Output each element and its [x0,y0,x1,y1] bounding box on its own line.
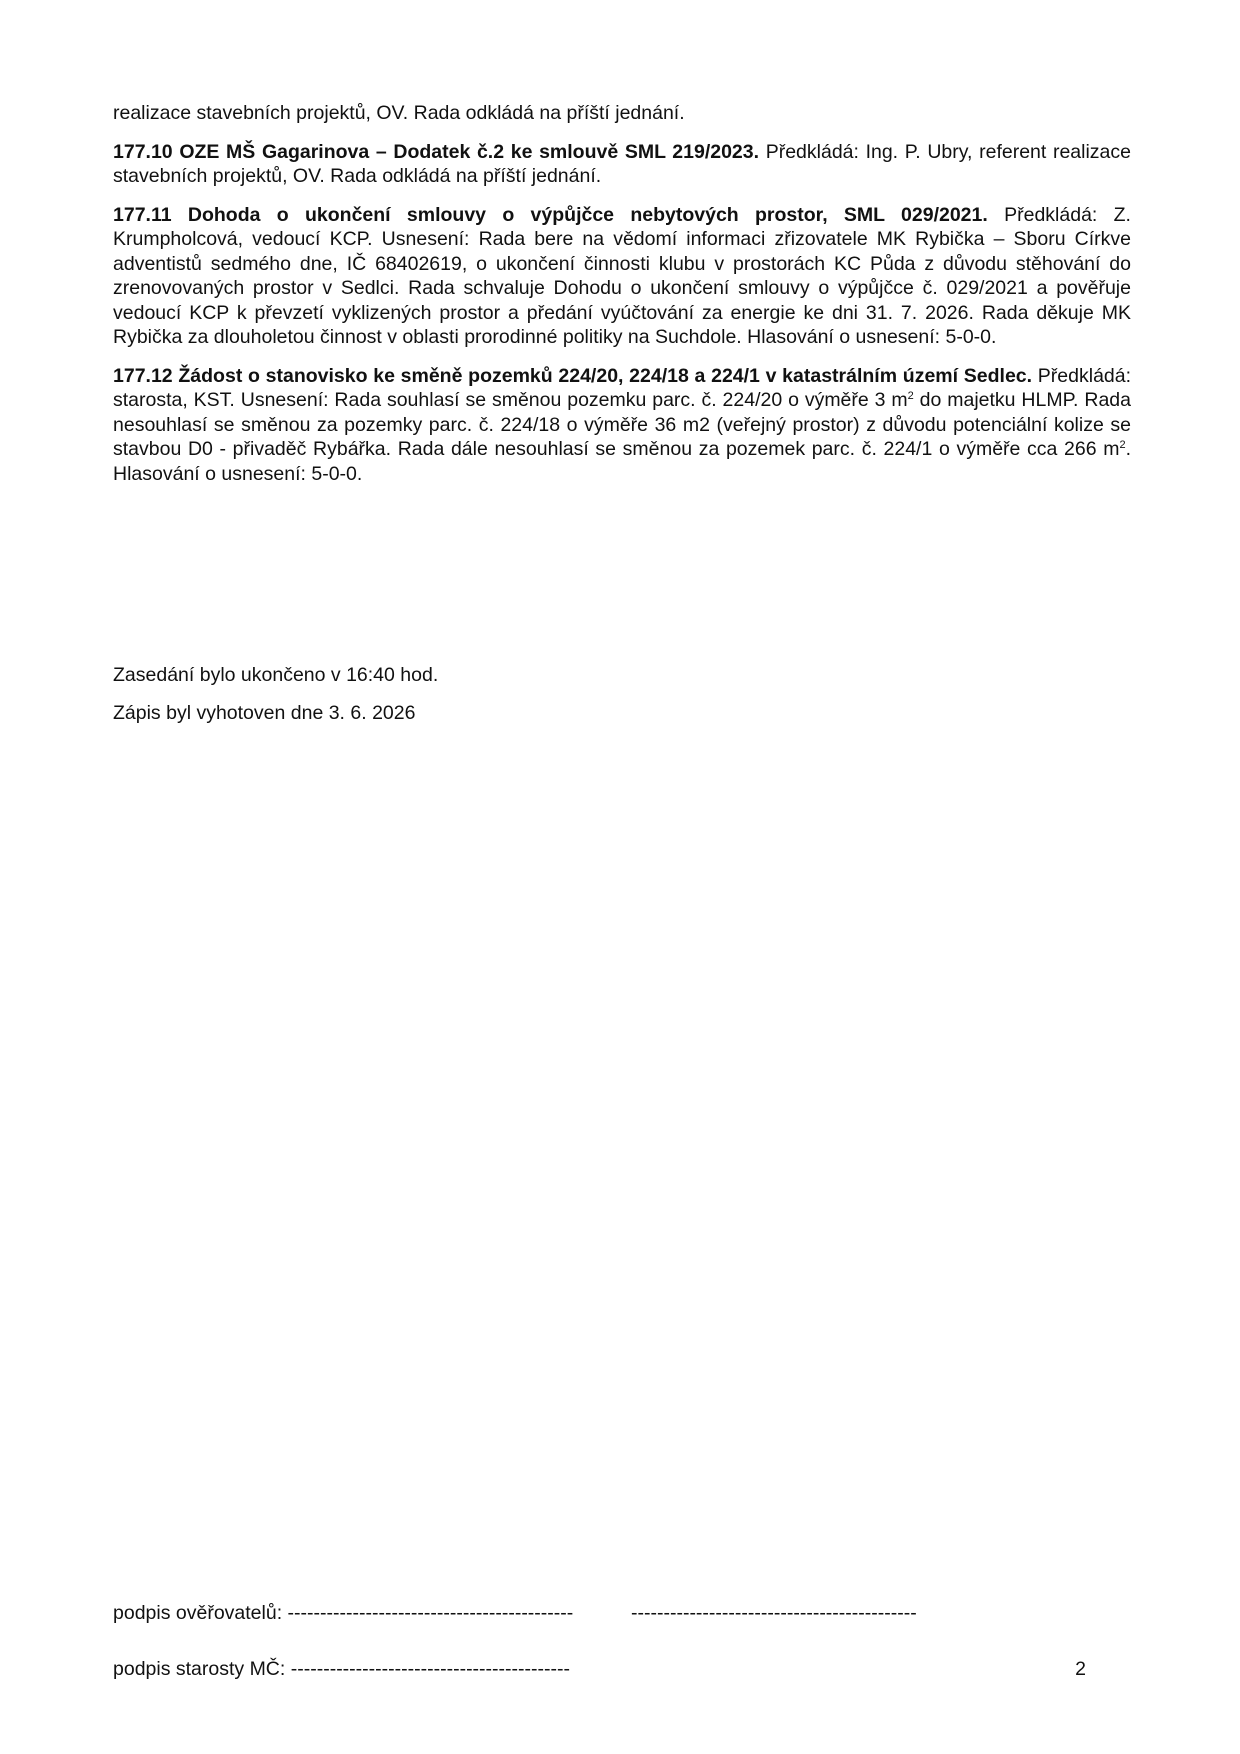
mayor-signature-line: ------------------------------------------- [290,1658,570,1680]
superscript: 2 [907,390,914,402]
mayor-signature-label: podpis starosty MČ: [113,1658,286,1680]
mayor-signature-row [113,1657,1131,1681]
closing-block [113,663,1131,725]
item-title: OZE MŠ Gagarinova – Dodatek č.2 ke smlouvě SML 219/2023. [179,140,760,163]
verifiers-signature-line-2: -------------------------------------------- [631,1602,917,1624]
meeting-ended-line: Zasedání bylo ukončeno v 16:40 hod. [113,664,439,686]
minutes-body [113,101,1131,486]
superscript: 2 [1119,439,1126,451]
item-number: 177.12 [113,364,173,387]
carry-over-line: realizace stavebních projektů, OV. Rada odkládá na příští jednání. [113,102,685,124]
page-number: 2 [1075,1658,1086,1680]
item-title: Dohoda o ukončení smlouvy o výpůjčce nebytových prostor, SML 029/2021. [187,203,988,226]
item-text: . Hlasování o usnesení: 5-0-0. [113,438,1131,485]
item-text: do majetku HLMP. Rada nesouhlasí se směnou za pozemky parc. č. 224/18 o výměře 36 m2 (veřejný prostor) z důvodu potenciální kolize se stavbou D0 - přivaděč Rybářka. Rada dále nesouhlasí se směnou za pozemek parc. č. 224/1 o výměře cca 266 m [113,389,1131,460]
agenda-item-177-10 [113,140,1131,189]
agenda-item-177-11 [113,203,1131,350]
verifiers-signature-line-1: -------------------------------------------- [287,1602,574,1624]
item-number: 177.10 [113,140,173,163]
item-text: Předkládá: Ing. P. Ubry, referent realizace stavebních projektů, OV. Rada odkládá na příští jednání. [113,140,1131,187]
verifiers-signature-row [113,1601,1131,1625]
item-number: 177.11 [113,203,172,226]
item-text: Předkládá: starosta, KST. Usnesení: Rada souhlasí se směnou pozemku parc. č. 224/20 o výměře 3 m [113,364,1132,411]
item-title: Žádost o stanovisko ke směně pozemků 224/20, 224/18 a 224/1 v katastrálním území Sedlec. [178,364,1033,387]
agenda-item-177-12 [113,364,1131,487]
item-text: Předkládá: Z. Krumpholcová, vedoucí KCP. Usnesení: Rada bere na vědomí informaci zřizovatele MK Rybička – Sboru Církve adventistů sedmého dne, IČ 68402619, o ukončení činnosti klubu v prostorách KC Půda z důvodu stěhování do zrenovovaných prostor v Sedlci. Rada schvaluje Dohodu o ukončení smlouvy o výpůjčce č. 029/2021 a pověřuje vedoucí KCP k převzetí vyklizených prostor a předání vyúčtování za energie ke dni 31. 7. 2026. Rada děkuje MK Rybička za dlouholetou činnost v oblasti prorodinné politiky na Suchdole. Hlasování o usnesení: 5-0-0. [113,203,1131,348]
verifiers-signature-label: podpis ověřovatelů: [113,1602,283,1624]
minutes-written-line: Zápis byl vyhotoven dne 3. 6. 2026 [113,702,416,724]
